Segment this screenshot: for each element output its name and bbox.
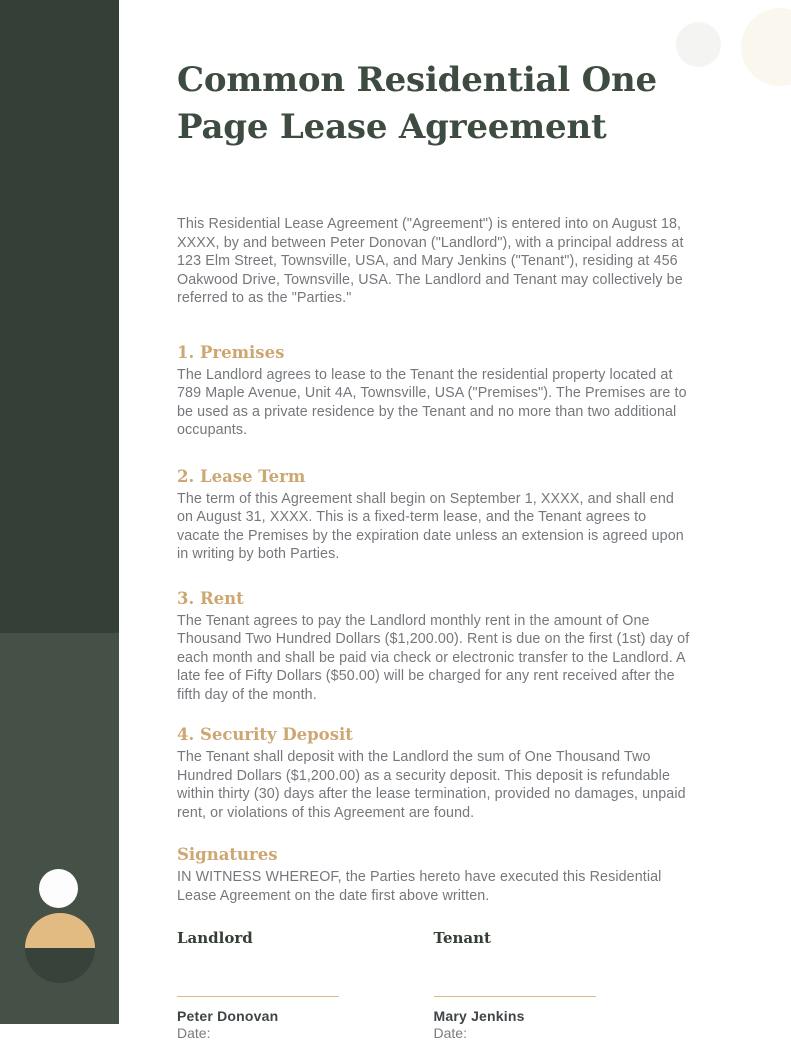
document-content [177,0,690,1042]
section-body: The term of this Agreement shall begin on September 1, XXXX, and shall end on August 31, XXXX. This is a fixed-term lease, and the Tenant agrees to vacate the Premises by the expiration date unless an extension is agreed upon in writing by both Parties. [177,490,684,562]
tenant-role-label: Tenant [433,929,491,947]
section-premises [177,342,690,440]
section-heading: 4. Security Deposit [177,725,353,744]
intro-paragraph: This Residential Lease Agreement ("Agreement") is entered into on August 18, XXXX, by and between Peter Donovan ("Landlord"), with a principal address at 123 Elm Street, Townsville, USA, and Mary Jenkins ("Tenant"), residing at 456 Oakwood Drive, Townsville, USA. The Landlord and Tenant may collectively be referred to as the "Parties." [177,216,684,306]
section-heading: 1. Premises [177,342,285,362]
tenant-signature-column [434,929,691,1042]
landlord-signature-line [177,996,339,997]
tenant-name: Mary Jenkins [433,1008,525,1024]
section-signatures [177,844,690,905]
page-title: Common Residential One Page Lease Agreement [177,60,657,147]
tenant-signature-line [434,996,596,997]
section-security-deposit [177,724,690,822]
tenant-date-label: Date: [433,1025,467,1041]
sidebar-dark-panel [0,0,119,633]
section-body: The Tenant shall deposit with the Landlord the sum of One Thousand Two Hundred Dollars ($1,200.00) as a security deposit. This deposit is refundable within thirty (30) days after the lease termination, provided no damages, unpaid rent, or violations of this Agreement are found. [177,749,686,821]
section-heading: 3. Rent [177,588,244,608]
decorative-circle-cream [741,8,791,86]
section-lease-term [177,466,690,564]
section-rent [177,588,690,705]
landlord-date-label: Date: [177,1025,211,1041]
section-body: The Landlord agrees to lease to the Tenant the residential property located at 789 Maple Avenue, Unit 4A, Townsville, USA ("Premises"). The Premises are to be used as a private residence by the Tenant and no more than two additional occupants. [177,366,687,438]
section-body: The Tenant agrees to pay the Landlord monthly rent in the amount of One Thousand Two Hundred Dollars ($1,200.00). Rent is due on the first (1st) day of each month and shall be paid via check or electronic transfer to the Landlord. A late fee of Fifty Dollars ($50.00) will be charged for any rent received after the fifth day of the month. [177,612,690,703]
signature-block [177,929,690,1042]
landlord-role-label: Landlord [177,929,253,947]
signatures-body: IN WITNESS WHEREOF, the Parties hereto have executed this Residential Lease Agreement on the date first above written. [177,869,662,904]
avatar-head-circle [39,869,78,908]
landlord-signature-column [177,929,434,1042]
signatures-heading: Signatures [177,845,278,864]
avatar-person-icon [25,913,95,983]
section-heading: 2. Lease Term [177,466,306,486]
landlord-name: Peter Donovan [177,1008,279,1024]
